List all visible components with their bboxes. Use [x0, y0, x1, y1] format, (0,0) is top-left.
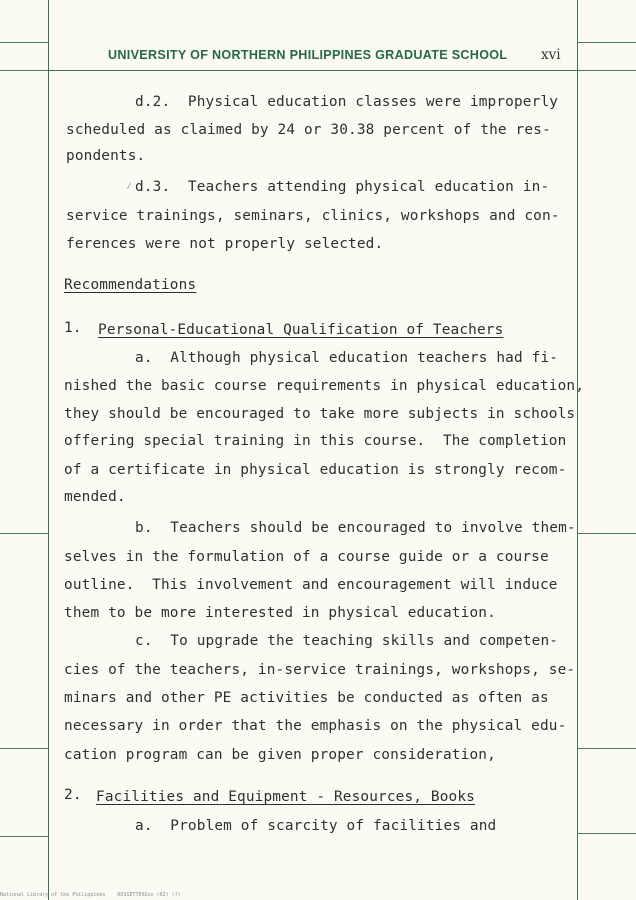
margin-check-mark: ⁄: [126, 181, 133, 192]
ledger-line: [577, 748, 636, 749]
ledger-line: [577, 70, 636, 71]
page-number: xvi: [541, 47, 561, 63]
text-line: necessary in order that the emphasis on the physical edu-: [64, 718, 567, 734]
text-line: ferences were not properly selected.: [66, 236, 384, 252]
text-line: a. Problem of scarcity of facilities and: [135, 818, 497, 834]
text-line: selves in the formulation of a course guide or a course: [64, 549, 549, 565]
text-line: them to be more interested in physical education.: [64, 605, 496, 621]
text-line: scheduled as claimed by 24 or 30.38 percent of the res-: [66, 122, 551, 138]
item-number: 2.: [64, 787, 82, 803]
text-line: c. To upgrade the teaching skills and competen-: [135, 633, 559, 649]
text-line: nished the basic course requirements in physical education,: [64, 378, 585, 394]
subsection-heading: Facilities and Equipment - Resources, Books: [96, 789, 475, 805]
text-line: of a certificate in physical education is strongly recom-: [64, 462, 567, 478]
text-line: offering special training in this course. The completion: [64, 433, 567, 449]
scan-footer: National Library of the Philippines ROSSETTEXXxx (02) (?): [0, 892, 181, 898]
ledger-line: [577, 533, 636, 534]
text-line: mended.: [64, 489, 126, 505]
ledger-line: [0, 42, 48, 43]
ledger-line: [577, 42, 636, 43]
right-margin-rule: [577, 0, 578, 900]
text-line: minars and other PE activities be conducted as often as: [64, 690, 549, 706]
ledger-line: [0, 748, 48, 749]
text-line: cies of the teachers, in-service trainings, workshops, se-: [64, 662, 576, 678]
ledger-line: [0, 70, 48, 71]
text-line: cation program can be given proper consideration,: [64, 747, 496, 763]
subsection-heading: Personal-Educational Qualification of Teachers: [98, 322, 504, 338]
ledger-line: [577, 833, 636, 834]
header-rule: [48, 70, 577, 71]
section-heading: Recommendations: [64, 277, 197, 293]
ledger-line: [0, 836, 48, 837]
page-header-title: UNIVERSITY OF NORTHERN PHILIPPINES GRADUATE SCHOOL: [108, 48, 508, 62]
text-line: d.3. Teachers attending physical education in-: [135, 179, 550, 195]
left-margin-rule: [48, 0, 49, 900]
text-line: d.2. Physical education classes were improperly: [135, 94, 559, 110]
text-line: a. Although physical education teachers had fi-: [135, 350, 559, 366]
text-line: they should be encouraged to take more subjects in schools: [64, 406, 576, 422]
text-line: outline. This involvement and encouragement will induce: [64, 577, 558, 593]
text-line: b. Teachers should be encouraged to involve them-: [135, 520, 576, 536]
text-line: service trainings, seminars, clinics, workshops and con-: [66, 208, 560, 224]
text-line: pondents.: [66, 148, 146, 164]
item-number: 1.: [64, 320, 82, 336]
ledger-line: [0, 533, 48, 534]
